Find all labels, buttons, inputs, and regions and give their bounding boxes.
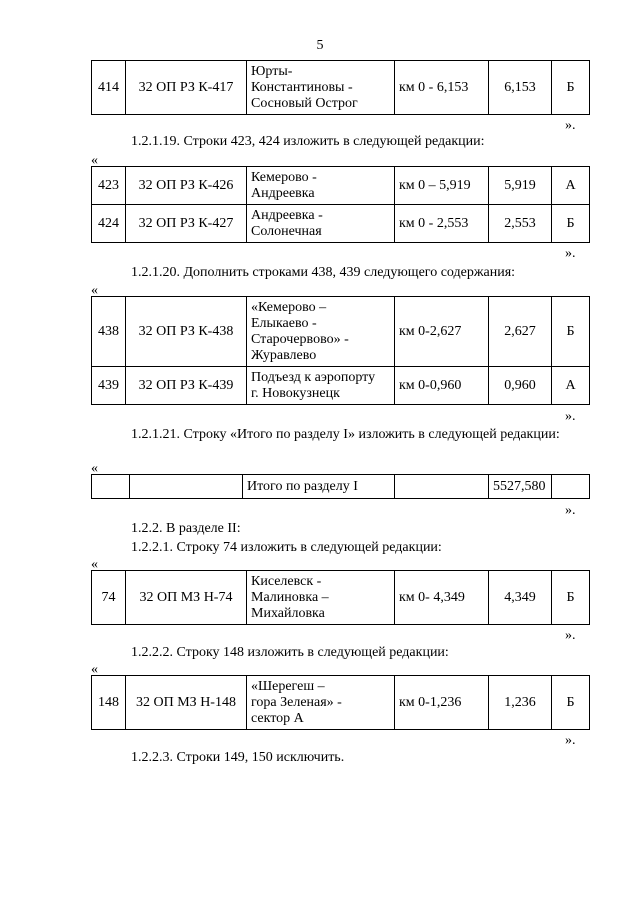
road-length: 1,236 (489, 676, 552, 730)
table-row-148-block (91, 675, 589, 730)
opening-quote: « (91, 153, 98, 168)
road-code: 32 ОП РЗ К-438 (126, 297, 247, 367)
road-km: км 0-2,627 (395, 297, 489, 367)
road-code: 32 ОП РЗ К-427 (126, 205, 247, 243)
road-km: км 0-1,236 (395, 676, 489, 730)
opening-quote: « (91, 283, 98, 298)
road-name: «Шерегеш – гора Зеленая» - сектор А (247, 676, 395, 730)
road-km: км 0-0,960 (395, 367, 489, 405)
paragraph-1-2-2: 1.2.2. В разделе II: (131, 521, 241, 536)
road-length: 0,960 (489, 367, 552, 405)
closing-quote: ». (565, 503, 576, 518)
road-table (91, 296, 590, 405)
paragraph-1-2-1-21: 1.2.1.21. Строку «Итого по разделу I» изложить в следующей редакции: (131, 427, 560, 442)
road-name: Юрты- Константиновы - Сосновый Острог (247, 61, 395, 115)
total-row-block (91, 474, 589, 499)
paragraph-1-2-2-2: 1.2.2.2. Строку 148 изложить в следующей редакции: (131, 645, 449, 660)
road-km: км 0 – 5,919 (395, 167, 489, 205)
row-number: 414 (92, 61, 126, 115)
table-row (92, 167, 590, 205)
road-km: км 0 - 2,553 (395, 205, 489, 243)
road-name: «Кемерово – Елыкаево - Старочервово» - Журавлево (247, 297, 395, 367)
paragraph-1-2-2-3: 1.2.2.3. Строки 149, 150 исключить. (131, 750, 345, 765)
table-row (92, 205, 590, 243)
road-km: км 0 - 6,153 (395, 61, 489, 115)
road-category: Б (552, 205, 590, 243)
road-name: Киселевск - Малиновка – Михайловка (247, 571, 395, 625)
table-row-414-block (91, 60, 589, 115)
closing-quote: ». (565, 409, 576, 424)
total-table (91, 474, 590, 499)
road-km: км 0- 4,349 (395, 571, 489, 625)
opening-quote: « (91, 557, 98, 572)
road-code: 32 ОП РЗ К-439 (126, 367, 247, 405)
road-category: А (552, 167, 590, 205)
opening-quote: « (91, 662, 98, 677)
road-code: 32 ОП МЗ Н-148 (126, 676, 247, 730)
road-length: 6,153 (489, 61, 552, 115)
road-length: 2,627 (489, 297, 552, 367)
row-number: 423 (92, 167, 126, 205)
total-label: Итого по разделу I (243, 475, 395, 499)
paragraph-1-2-1-20: 1.2.1.20. Дополнить строками 438, 439 следующего содержания: (131, 265, 516, 280)
opening-quote: « (91, 461, 98, 476)
row-number: 438 (92, 297, 126, 367)
table-row (92, 297, 590, 367)
road-table (91, 60, 590, 115)
road-name: Кемерово - Андреевка (247, 167, 395, 205)
table-row-74-block (91, 570, 589, 625)
road-name: Андреевка - Солонечная (247, 205, 395, 243)
row-number: 148 (92, 676, 126, 730)
road-category: А (552, 367, 590, 405)
total-value: 5527,580 (489, 475, 552, 499)
road-table (91, 675, 590, 730)
table-row (92, 475, 590, 499)
closing-quote: ». (565, 118, 576, 133)
table-row (92, 367, 590, 405)
paragraph-1-2-2-1: 1.2.2.1. Строку 74 изложить в следующей редакции: (131, 540, 442, 555)
closing-quote: ». (565, 246, 576, 261)
road-category: Б (552, 676, 590, 730)
table-rows-438-439-block (91, 296, 589, 405)
table-row (92, 61, 590, 115)
road-length: 5,919 (489, 167, 552, 205)
road-category: Б (552, 61, 590, 115)
road-category: Б (552, 297, 590, 367)
row-number: 439 (92, 367, 126, 405)
paragraph-1-2-1-19: 1.2.1.19. Строки 423, 424 изложить в следующей редакции: (131, 134, 485, 149)
table-row (92, 676, 590, 730)
road-category: Б (552, 571, 590, 625)
table-row (92, 571, 590, 625)
road-code: 32 ОП РЗ К-417 (126, 61, 247, 115)
row-number: 74 (92, 571, 126, 625)
row-number: 424 (92, 205, 126, 243)
closing-quote: ». (565, 733, 576, 748)
road-code: 32 ОП РЗ К-426 (126, 167, 247, 205)
table-rows-423-424-block (91, 166, 589, 243)
road-code: 32 ОП МЗ Н-74 (126, 571, 247, 625)
road-table (91, 166, 590, 243)
road-name: Подъезд к аэропорту г. Новокузнецк (247, 367, 395, 405)
road-table (91, 570, 590, 625)
road-length: 4,349 (489, 571, 552, 625)
road-length: 2,553 (489, 205, 552, 243)
page-number: 5 (316, 38, 324, 53)
closing-quote: ». (565, 628, 576, 643)
